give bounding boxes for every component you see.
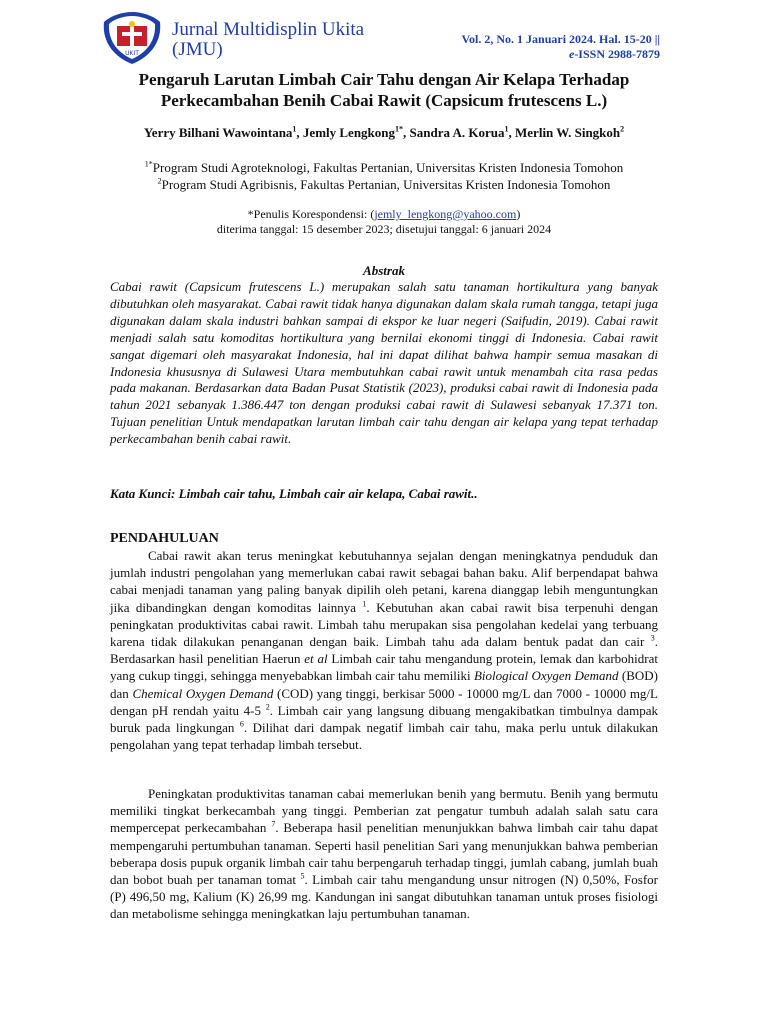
abstract-text: Cabai rawit (Capsicum frutescens L.) merupakan salah satu tanaman hortikultura yang banyak dibutuhkan oleh masyarakat. Cabai rawit tidak hanya digunakan dalam skala rumah tangga, tetapi juga digunakan dalam skala industri bahkan sampai di ekspor ke luar negeri (Saifudin, 2019). Cabai rawit menjadi salah satu komoditas hortikultura yang bernilai ekonomi tinggi di Indonesia. Cabai rawit sangat digemari oleh masyarakat Indonesia, hal ini dapat dilihat bahwa hampir semua masakan di Indonesia khususnya di Sulawesi Utara membutuhkan cabai rawit untuk menambah cita rasa pedas pada makanan. Berdasarkan data Badan Pusat Statistik (2023), produksi cabai rawit di Indonesia pada tahun 2021 sebanyak 1.386.447 ton dengan produksi cabai rawit di Sulawesi sebanyak 17.371 ton. Tujuan penelitian Untuk mendapatkan larutan limbah cair tahu dengan air kelapa yang tepat terhadap perkecambahan benih cabai rawit. (110, 279, 658, 447)
author-list: Yerry Bilhani Wawointana$^1$, Jemly Lengkong$^{1*}$, Sandra A. Korua$^1$, Merlin W. Singkoh$^2$ (143, 124, 625, 140)
body-paragraph-1: Cabai rawit akan terus meningkat kebutuhannya sejalan dengan meningkatnya penduduk dan jumlah industri pengolahan yang memerlukan cabai rawit sebagai bahan baku. Alif berpendapat bahwa cabai menjadi tanaman yang paling banyak dipilih oleh petani, karena dianggap lebih menguntungkan jika dibandingkan dengan komoditas lainnya $^1$. Kebutuhan akan cabai rawit bisa terpenuhi dengan peningkatan produktivitas cabai rawit. Limbah tahu merupakan sisa pengolahan kedelai yang terbuang karena tidak dilakukan penanganan dengan baik. Limbah tahu ada dalam bentuk padat dan cair $^3$. Berdasarkan hasil penelitian Haerun et al Limbah cair tahu mengandung protein, lemak dan karbohidrat yang cukup tinggi, sehingga menyebabkan limbah cair tahu memiliki Biological Oxygen Demand (BOD) dan Chemical Oxygen Demand (COD) yang tinggi, berkisar 5000 - 10000 mg/L dan 7000 - 10000 mg/L dengan pH rendah yaitu 4-5 $^2$. Limbah cair yang langsung dibuang mengakibatkan timbulnya dampak buruk pada lingkungan $^6$. Dilihat dari dampak negatif limbah cair tahu, maka perlu untuk dilakukan pengolahan yang tepat terhadap limbah tersebut. (110, 548, 659, 753)
issn: e-ISSN 2988-7879 (568, 47, 660, 61)
volume-issue-pages: Vol. 2, No. 1 Januari 2024. Hal. 15-20 || (461, 32, 660, 46)
journal-name-line1: Jurnal Multidisplin Ukita (172, 19, 365, 40)
svg-text:UKIT: UKIT (125, 50, 139, 57)
author-name: Merlin W. Singkoh (515, 125, 621, 140)
article-title (60, 69, 708, 111)
correspondence: *Penulis Korespondensi: (jemly_lengkong@yahoo.com) diterima tanggal: 15 desember 2023; disetujui tanggal: 6 januari 2024 (60, 207, 708, 237)
issue-info (461, 32, 660, 62)
affiliations (60, 159, 708, 193)
corresponding-email-link[interactable]: jemly_lengkong@yahoo.com (374, 207, 517, 221)
body-paragraph-2: Peningkatan produktivitas tanaman cabai memerlukan benih yang bermutu. Benih yang bermutu memiliki tingkat berkecambah yang tinggi. Pemberian zat pengatur tumbuh adalah salah satu cara mempercepat perkecambahan $^7$. Beberapa hasil penelitian menunjukkan bahwa limbah cair tahu dapat mempengaruhi pertumbuhan tanaman. Seperti hasil penelitian Sari yang menunjukkan bahwa pemberian beberapa dosis pupuk organik limbah cair tahu berpengaruh terhadap tinggi, jumlah cabang, jumlah buah dan bobot buah per tanaman tomat $^5$. Limbah cair tahu mengandung unsur nitrogen (N) 0,50%, Fosfor (P) 496,50 mg, Kalium (K) 26,99 mg. Kandungan ini sangat dibutuhkan tanaman untuk proses fisiologi dan metabolisme sehingga meningkatkan laju pertumbuhan tanaman. (110, 786, 659, 922)
section-heading-pendahuluan: PENDAHULUAN (110, 531, 219, 546)
received-accepted-dates: diterima tanggal: 15 desember 2023; disetujui tanggal: 6 januari 2024 (216, 222, 552, 236)
journal-name (172, 20, 392, 60)
abstract-heading: Abstrak (363, 263, 405, 278)
affiliation-1: $^{1*}$Program Studi Agroteknologi, Fakultas Pertanian, Universitas Kristen Indonesia Tomohon (144, 159, 624, 175)
author-name: Jemly Lengkong (302, 125, 396, 140)
keywords: Kata Kunci: Limbah cair tahu, Limbah cair air kelapa, Cabai rawit.. (110, 486, 478, 501)
affiliation-2: $^2$Program Studi Agribisnis, Fakultas Pertanian, Universitas Kristen Indonesia Tomohon (157, 176, 611, 192)
author-name: Sandra A. Korua (409, 125, 505, 140)
journal-name-line2: (JMU) (172, 39, 223, 60)
article-title-line1: Pengaruh Larutan Limbah Cair Tahu dengan Air Kelapa Terhadap (138, 70, 630, 89)
article-title-line2: Perkecambahan Benih Cabai Rawit (Capsicum frutescens L.) (160, 91, 608, 110)
journal-header (100, 10, 660, 66)
author-name: Yerry Bilhani Wawointana (143, 125, 293, 140)
university-shield-logo-icon (100, 10, 164, 66)
